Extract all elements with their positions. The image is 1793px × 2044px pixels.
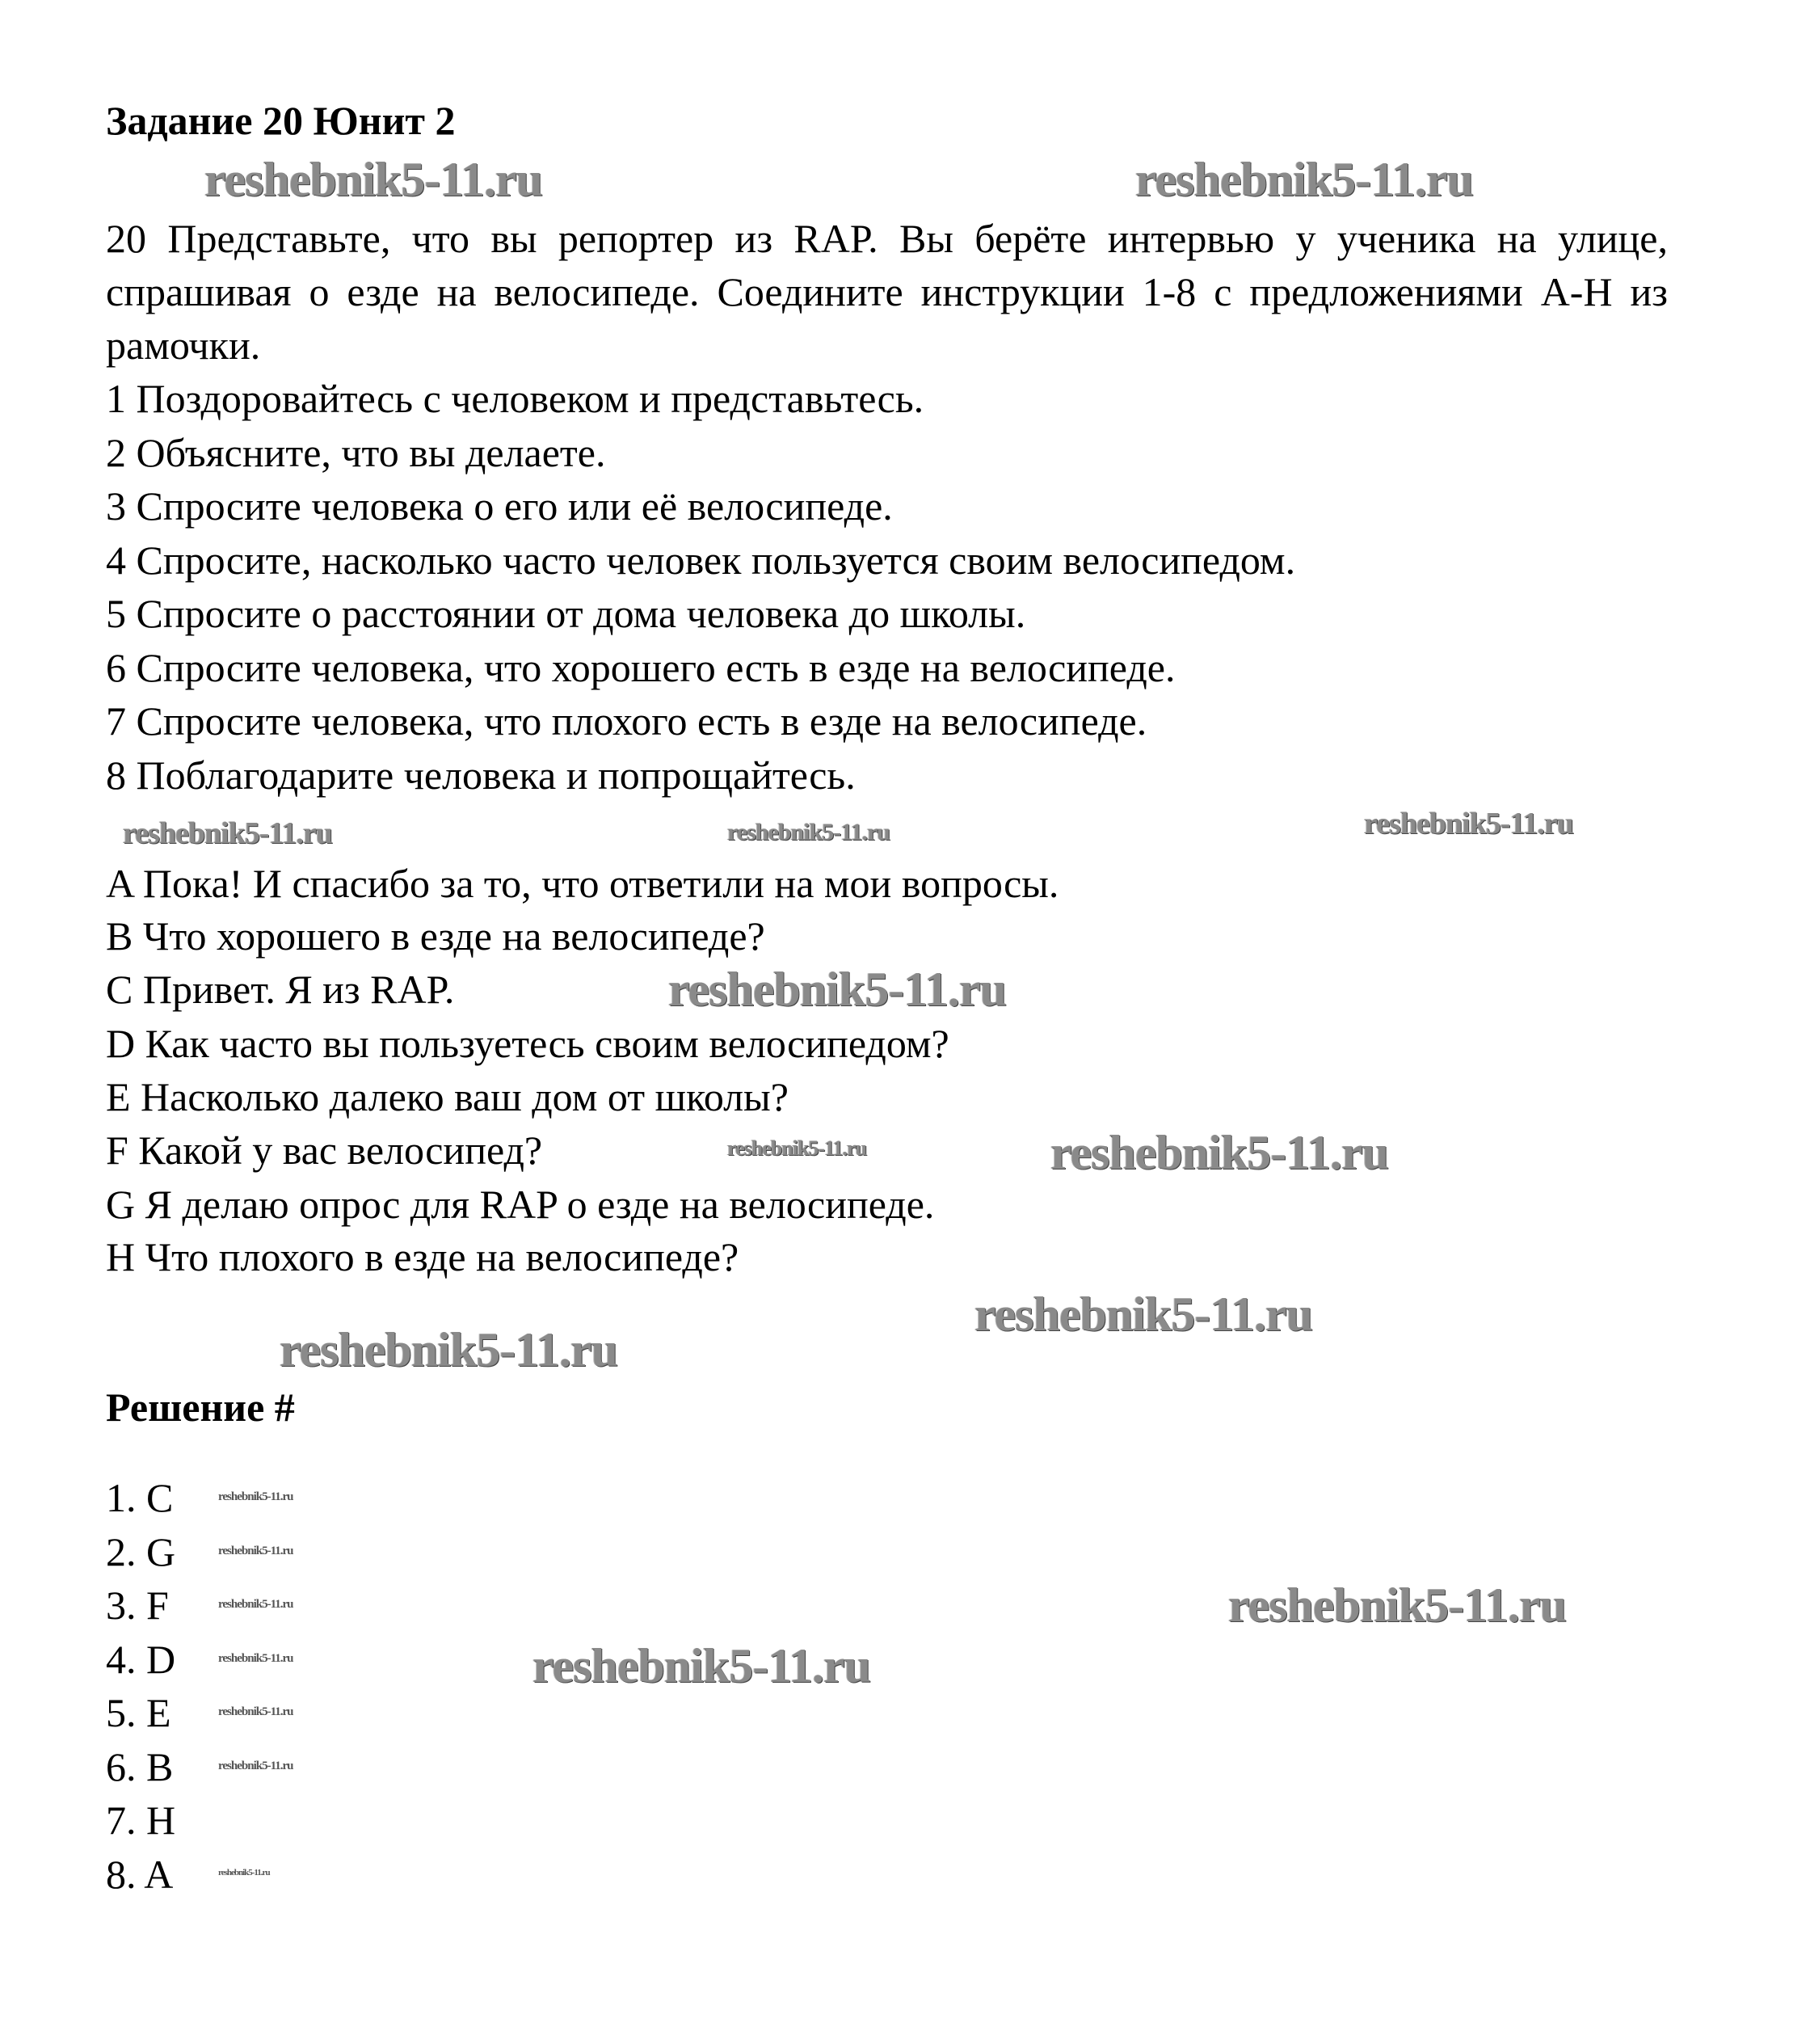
step-item: 1 Поздоровайтесь с человеком и представьтесь.: [106, 376, 924, 421]
watermark: reshebnik5-11.ru: [974, 1288, 1312, 1341]
watermark: reshebnik5-11.ru: [668, 963, 1006, 1016]
phrase-item: B Что хорошего в езде на велосипеде?: [106, 913, 765, 959]
phrase-item: C Привет. Я из RAP.: [106, 967, 455, 1012]
answer-item: 3. F: [106, 1583, 169, 1628]
watermark: reshebnik5-11.ru: [218, 1760, 293, 1772]
answer-item: 5. E: [106, 1690, 171, 1735]
watermark: reshebnik5-11.ru: [1364, 807, 1573, 841]
step-item: 2 Объясните, что вы делаете.: [106, 430, 606, 475]
phrase-item: A Пока! И спасибо за то, что ответили на мои вопросы.: [106, 861, 1059, 906]
answer-item: 2. G: [106, 1529, 176, 1574]
watermark: reshebnik5-11.ru: [1135, 153, 1473, 206]
watermark: reshebnik5-11.ru: [532, 1639, 870, 1692]
watermark: reshebnik5-11.ru: [218, 1652, 293, 1665]
phrase-item: G Я делаю опрос для RAP о езде на велосипеде.: [106, 1182, 935, 1227]
answer-item: 4. D: [106, 1637, 176, 1682]
answer-item: 1. C: [106, 1475, 174, 1520]
step-item: 8 Поблагодарите человека и попрощайтесь.: [106, 752, 856, 798]
page-title: Задание 20 Юнит 2: [106, 98, 456, 143]
step-item: 7 Спросите человека, что плохого есть в езде на велосипеде.: [106, 698, 1147, 744]
answer-item: 7. H: [106, 1797, 176, 1843]
watermark: reshebnik5-11.ru: [218, 1868, 270, 1878]
phrase-item: H Что плохого в езде на велосипеде?: [106, 1234, 739, 1279]
step-item: 4 Спросите, насколько часто человек пользуется своим велосипедом.: [106, 537, 1296, 583]
step-item: 3 Спросите человека о его или её велосипеде.: [106, 483, 893, 529]
watermark: reshebnik5-11.ru: [204, 153, 542, 206]
solution-heading: Решение #: [106, 1384, 295, 1430]
watermark: reshebnik5-11.ru: [218, 1545, 293, 1557]
phrase-item: F Какой у вас велосипед?: [106, 1127, 543, 1173]
watermark: reshebnik5-11.ru: [123, 816, 332, 850]
watermark: reshebnik5-11.ru: [1228, 1578, 1566, 1632]
watermark: reshebnik5-11.ru: [280, 1323, 617, 1376]
watermark: reshebnik5-11.ru: [727, 819, 890, 845]
watermark: reshebnik5-11.ru: [1050, 1126, 1388, 1179]
answer-item: 6. B: [106, 1744, 174, 1789]
step-item: 6 Спросите человека, что хорошего есть в езде на велосипеде.: [106, 645, 1176, 690]
watermark: reshebnik5-11.ru: [218, 1490, 293, 1503]
watermark: reshebnik5-11.ru: [218, 1705, 293, 1718]
watermark: reshebnik5-11.ru: [727, 1136, 867, 1160]
answer-item: 8. A: [106, 1852, 174, 1897]
step-item: 5 Спросите о расстоянии от дома человека до школы.: [106, 591, 1026, 636]
phrase-item: E Насколько далеко ваш дом от школы?: [106, 1074, 789, 1119]
phrase-item: D Как часто вы пользуетесь своим велосипедом?: [106, 1021, 949, 1066]
watermark: reshebnik5-11.ru: [218, 1598, 293, 1611]
task-instruction: 20 Представьте, что вы репортер из RAP. Вы берёте интервью у ученика на улице, спрашивая о езде на велосипеде. Соедините инструкции 1-8 с предложениями A-H из рамочки.: [106, 216, 1668, 368]
